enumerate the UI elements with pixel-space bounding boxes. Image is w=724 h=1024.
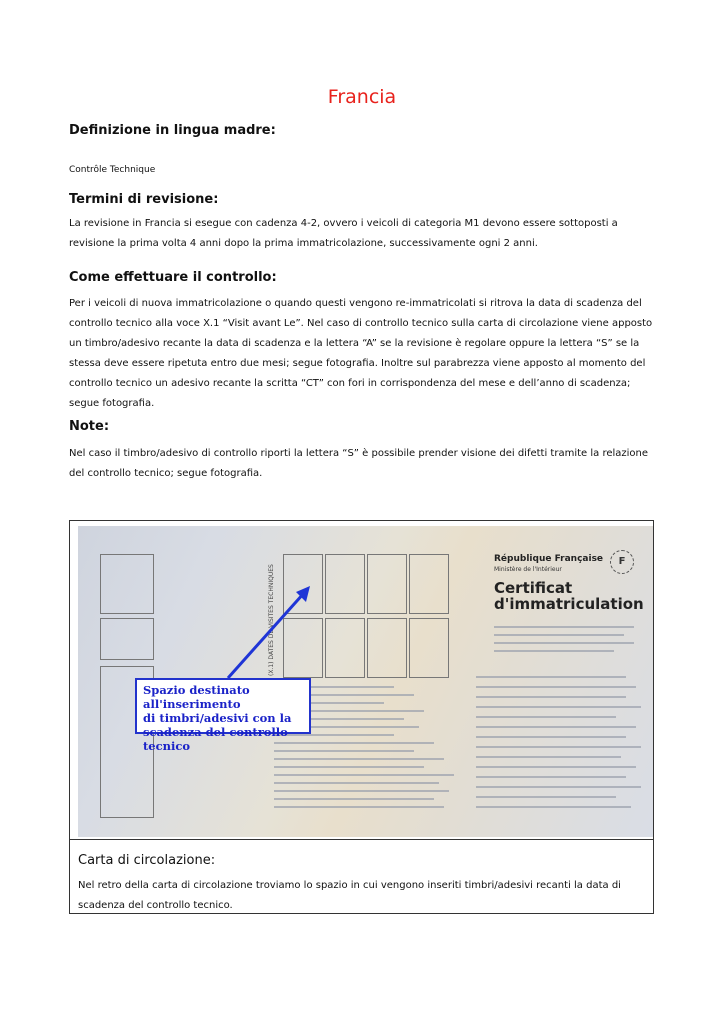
annotation-callout: Spazio destinato all'inserimento di timbri/adesivi con la scadenza del controllo tecnico — [135, 678, 311, 734]
document-ministry-text: Ministère de l'Intérieur — [494, 566, 562, 573]
document-title-text: Certificat d'immatriculation — [494, 579, 644, 613]
france-logo-icon: F — [610, 550, 634, 574]
page-title: Francia — [327, 86, 397, 108]
section-heading-notes: Note: — [69, 419, 110, 434]
figure-caption-text: Nel retro della carta di circolazione troviamo lo spazio in cui vengono inseriti timbri/adesivi recanti la data di scadenza del controllo tecnico. — [78, 880, 621, 911]
figure-box — [69, 520, 654, 914]
document-republic-text: République Française — [494, 554, 604, 564]
section-heading-procedure: Come effettuare il controllo: — [69, 270, 277, 285]
figure-divider — [70, 839, 653, 840]
section-body-notes: Nel caso il timbro/adesivo di controllo riporti la lettera “S” è possibile prender visione dei difetti tramite la relazione del controllo tecnico; segue fotografia. — [69, 448, 649, 479]
section-heading-terms: Termini di revisione: — [69, 192, 219, 207]
section-heading-definition: Definizione in lingua madre: — [69, 123, 276, 138]
figure-caption-title: Carta di circolazione: — [78, 853, 216, 868]
visites-column-label: (X.1) DATES DE VISITES TECHNIQUES — [268, 564, 275, 676]
section-body-procedure: Per i veicoli di nuova immatricolazione o quando questi vengono re-immatricolati si ritrova la data di scadenza del controllo tecnico alla voce X.1 “Visit avant Le”. Nel caso di controllo tecnico sulla carta di circolazione viene apposto un timbro/adesivo recante la data di scadenza e la lettera “A” se la revisione è regolare oppure la lettera “S” se la stessa deve essere ripetuta entro due mesi; segue fotografia. Inoltre sul parabrezza viene apposto al momento del controllo tecnico un adesivo recante la scritta “CT” con fori in corrispondenza del mese e dell’anno di scadenza; segue fotografia. — [69, 298, 653, 409]
section-body-terms: La revisione in Francia si esegue con cadenza 4-2, ovvero i veicoli di categoria M1 devono essere sottoposti a revisione la prima volta 4 anni dopo la prima immatricolazione, successivamente ogni 2 anni. — [69, 218, 618, 249]
section-body-definition: Contrôle Technique — [69, 165, 156, 175]
registration-card-photo — [78, 526, 653, 837]
